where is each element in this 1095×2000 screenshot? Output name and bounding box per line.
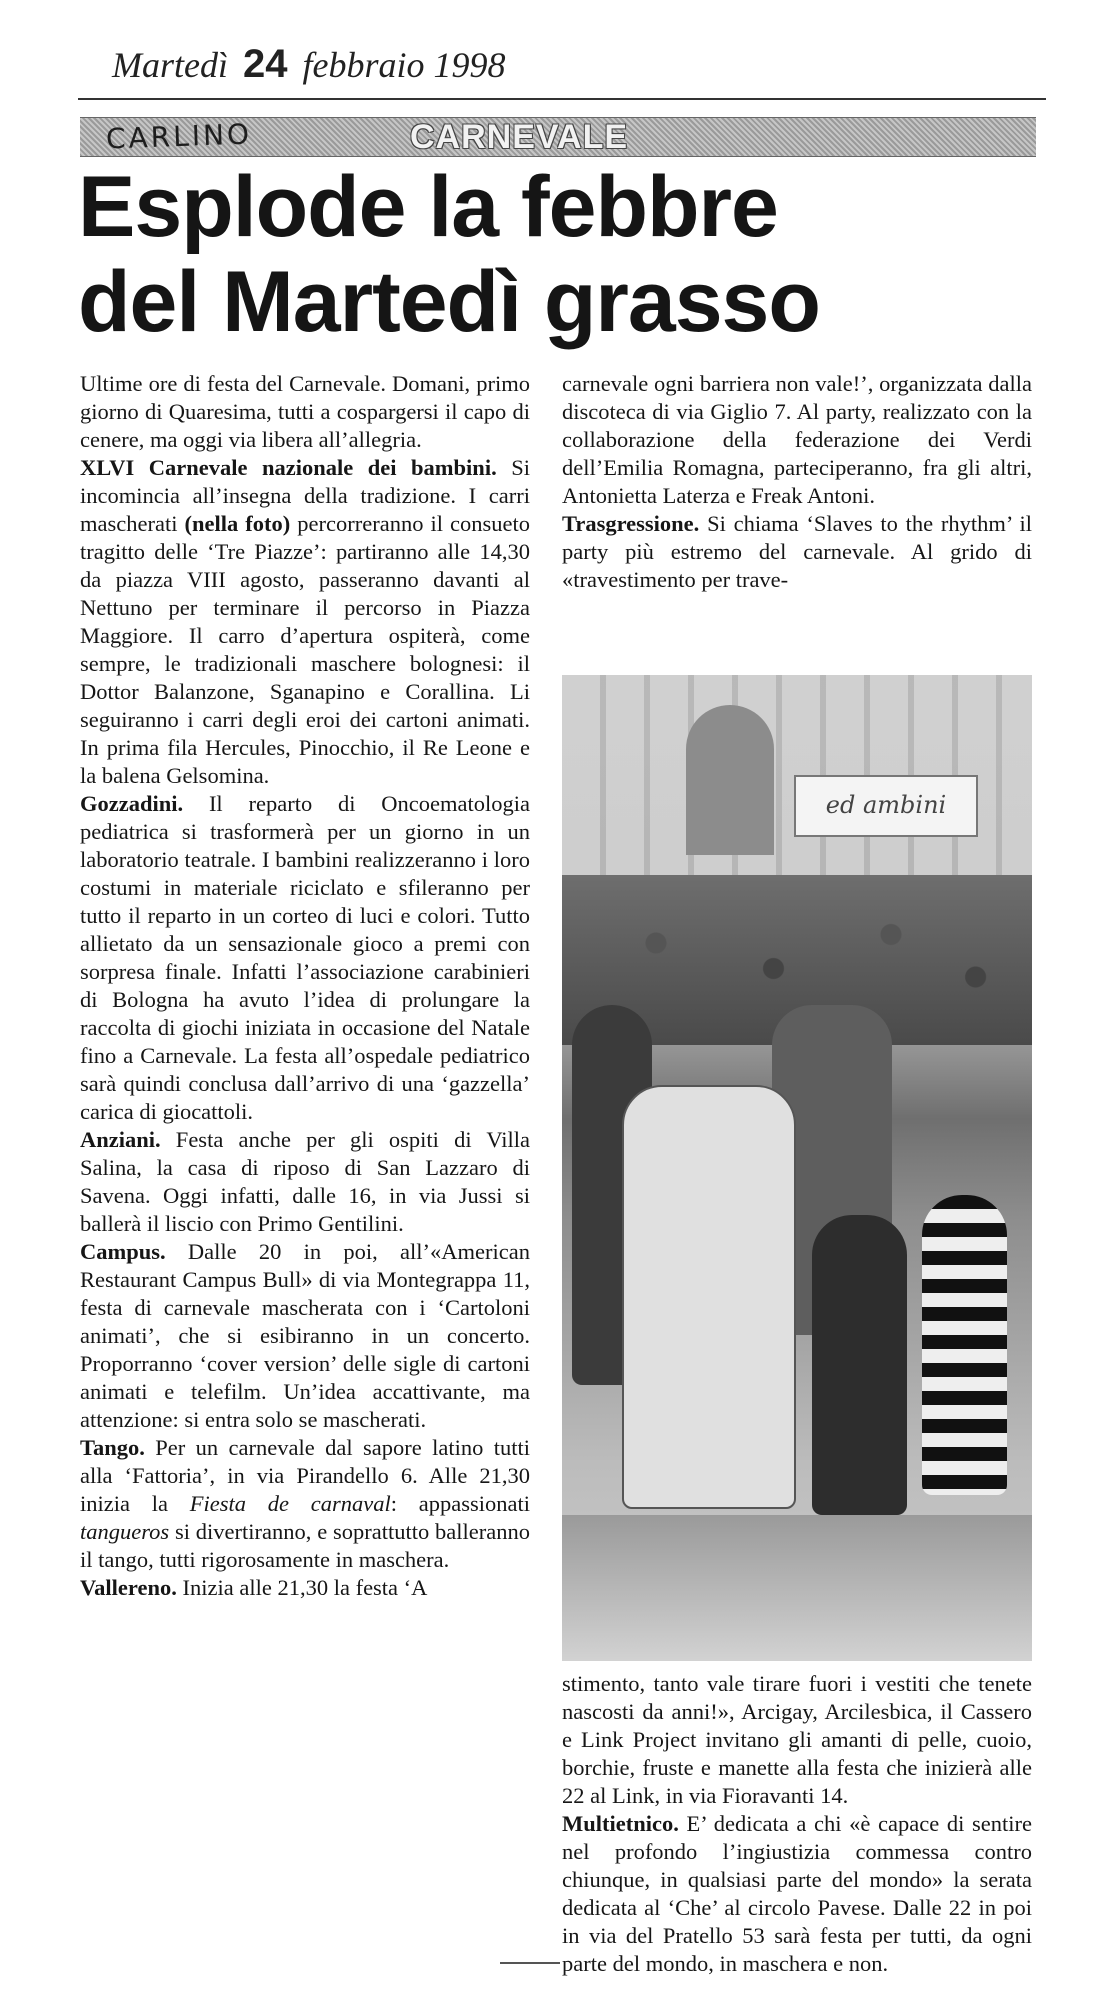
carnival-photo bbox=[562, 675, 1032, 1661]
lead-carnevale-bambini: XLVI Carnevale nazionale dei bambini. bbox=[80, 455, 497, 480]
section-kicker: CARNEVALE bbox=[410, 118, 629, 156]
text-carnevale-bambini-1: Si incomincia all’insegna della tradizione. I carri mascherati bbox=[80, 455, 530, 536]
photo-arched-window bbox=[686, 705, 774, 855]
page-footer-mark bbox=[500, 1962, 560, 1964]
italic-fiesta: Fiesta de carnaval bbox=[189, 1491, 391, 1516]
headline-line-1: Esplode la febbre bbox=[78, 159, 778, 255]
dateline-day: 24 bbox=[242, 42, 288, 86]
paragraph-vallereno bbox=[80, 1574, 530, 1602]
article-column-2-bottom bbox=[562, 1670, 1032, 1978]
paragraph-carnevale-bambini bbox=[80, 454, 530, 790]
intro-text: Ultime ore di festa del Carnevale. Domani, primo giorno di Quaresima, tutti a cospargersi il capo di cenere, ma oggi via libera all’allegria. bbox=[80, 371, 530, 452]
text-tango-1: Per un carnevale dal sapore latino tutti alla ‘Fattoria’, in via Pirandello 6. Alle 21,30 inizia la bbox=[80, 1435, 530, 1516]
dateline-month-year: febbraio 1998 bbox=[302, 45, 506, 85]
paragraph-continuation-2 bbox=[562, 1670, 1032, 1810]
lead-tango: Tango. bbox=[80, 1435, 145, 1460]
text-continuation-2: stimento, tanto vale tirare fuori i vestiti che tenete nascosti da anni!», Arcigay, Arcilesbica, il Cassero e Link Project invitano gli amanti di pelle, cuoio, borchie, fruste e manette alla festa che inizierà alle 22 al Link, in via Fioravanti 14. bbox=[562, 1671, 1032, 1808]
text-campus: Dalle 20 in poi, all’«American Restaurant Campus Bull» di via Montegrappa 11, festa di carnevale mascherata con i ‘Cartoloni animati’, che si esibiranno in un concerto. Proporranno ‘cover version’ delle sigle di cartoni animati e telefilm. Un’idea accattivante, ma attenzione: si entra solo se mascherati. bbox=[80, 1239, 530, 1432]
lead-gozzadini: Gozzadini. bbox=[80, 791, 184, 816]
article-column-1 bbox=[80, 370, 530, 1602]
photo-child-figure-1 bbox=[812, 1215, 907, 1515]
handwritten-note: CARLINO bbox=[105, 117, 253, 156]
paragraph-trasgressione bbox=[562, 510, 1032, 594]
paragraph-tango bbox=[80, 1434, 530, 1574]
headline bbox=[78, 160, 1038, 350]
paragraph-campus bbox=[80, 1238, 530, 1434]
paragraph-gozzadini bbox=[80, 790, 530, 1126]
bold-nella-foto: (nella foto) bbox=[184, 511, 291, 536]
photo-pavement bbox=[562, 1515, 1032, 1661]
text-tango-3: si divertiranno, e soprattutto balleranno il tango, tutti rigorosamente in maschera. bbox=[80, 1519, 530, 1572]
text-carnevale-bambini-2: percorreranno il consueto tragitto delle ‘Tre Piazze’: partiranno alle 14,30 da piazza VIII agosto, passeranno davanti al Nettuno per terminare il percorso in Piazza Maggiore. Il carro d’apertura ospiterà, come sempre, le tradizionali maschere bolognesi: il Dottor Balanzone, Sganapino e Corallina. Li seguiranno i carri degli eroi dei cartoni animati. In prima fila Hercules, Pinocchio, il Re Leone e la balena Gelsomina. bbox=[80, 511, 530, 788]
dateline bbox=[112, 42, 505, 87]
section-band bbox=[80, 117, 1036, 157]
text-multietnico: E’ dedicata a chi «è capace di sentire nel profondo l’ingiustizia commessa contro chiunque, in qualsiasi parte del mondo» la serata dedicata al ‘Che’ al circolo Pavese. Dalle 22 in poi in via del Pratello 53 sarà festa per tutti, da ogni parte del mondo, in maschera e non. bbox=[562, 1811, 1032, 1976]
paragraph-multietnico bbox=[562, 1810, 1032, 1978]
lead-trasgressione: Trasgressione. bbox=[562, 511, 700, 536]
text-trasgressione: Si chiama ‘Slaves to the rhythm’ il party più estremo del carnevale. Al grido di «travestimento per trave- bbox=[562, 511, 1032, 592]
text-continuation-1: carnevale ogni barriera non vale!’, organizzata dalla discoteca di via Giglio 7. Al party, realizzato con la collaborazione della federazione dei Verdi dell’Emilia Romagna, parteciperanno, fra gli altri, Antonietta Laterza e Freak Antoni. bbox=[562, 371, 1032, 508]
lead-anziani: Anziani. bbox=[80, 1127, 161, 1152]
lead-campus: Campus. bbox=[80, 1239, 166, 1264]
italic-tangueros: tangueros bbox=[80, 1519, 170, 1544]
paragraph-continuation-1 bbox=[562, 370, 1032, 510]
lead-vallereno: Vallereno. bbox=[80, 1575, 177, 1600]
photo-masked-figure-3 bbox=[622, 1085, 796, 1509]
text-anziani: Festa anche per gli ospiti di Villa Salina, la casa di riposo di San Lazzaro di Savena. Oggi infatti, dalle 16, in via Jussi si ballerà il liscio con Primo Gentilini. bbox=[80, 1127, 530, 1236]
intro-paragraph bbox=[80, 370, 530, 454]
text-gozzadini: Il reparto di Oncoematologia pediatrica si trasformerà per un giorno in un laboratorio teatrale. I bambini realizzeranno i loro costumi in materiale riciclato e sfileranno per tutto il reparto in un corteo di luci e colori. Tutto allietato da un sensazionale gioco a premi con sorpresa finale. Infatti l’associazione carabinieri di Bologna ha avuto l’idea di prolungare la raccolta di giochi iniziata in occasione del Natale fino a Carnevale. La festa all’ospedale pediatrico sarà quindi conclusa dall’arrivo di una ‘gazzella’ carica di giocattoli. bbox=[80, 791, 530, 1124]
text-vallereno: Inizia alle 21,30 la festa ‘A bbox=[176, 1575, 428, 1600]
paragraph-anziani bbox=[80, 1126, 530, 1238]
photo-child-figure-2 bbox=[922, 1195, 1007, 1495]
lead-multietnico: Multietnico. bbox=[562, 1811, 679, 1836]
text-tango-2: : appassionati bbox=[390, 1491, 530, 1516]
article-column-2-top bbox=[562, 370, 1032, 594]
header-rule bbox=[78, 98, 1046, 100]
headline-line-2: del Martedì grasso bbox=[78, 254, 820, 350]
photo-banner: ed ambini bbox=[794, 775, 978, 837]
dateline-weekday: Martedì bbox=[112, 45, 228, 85]
